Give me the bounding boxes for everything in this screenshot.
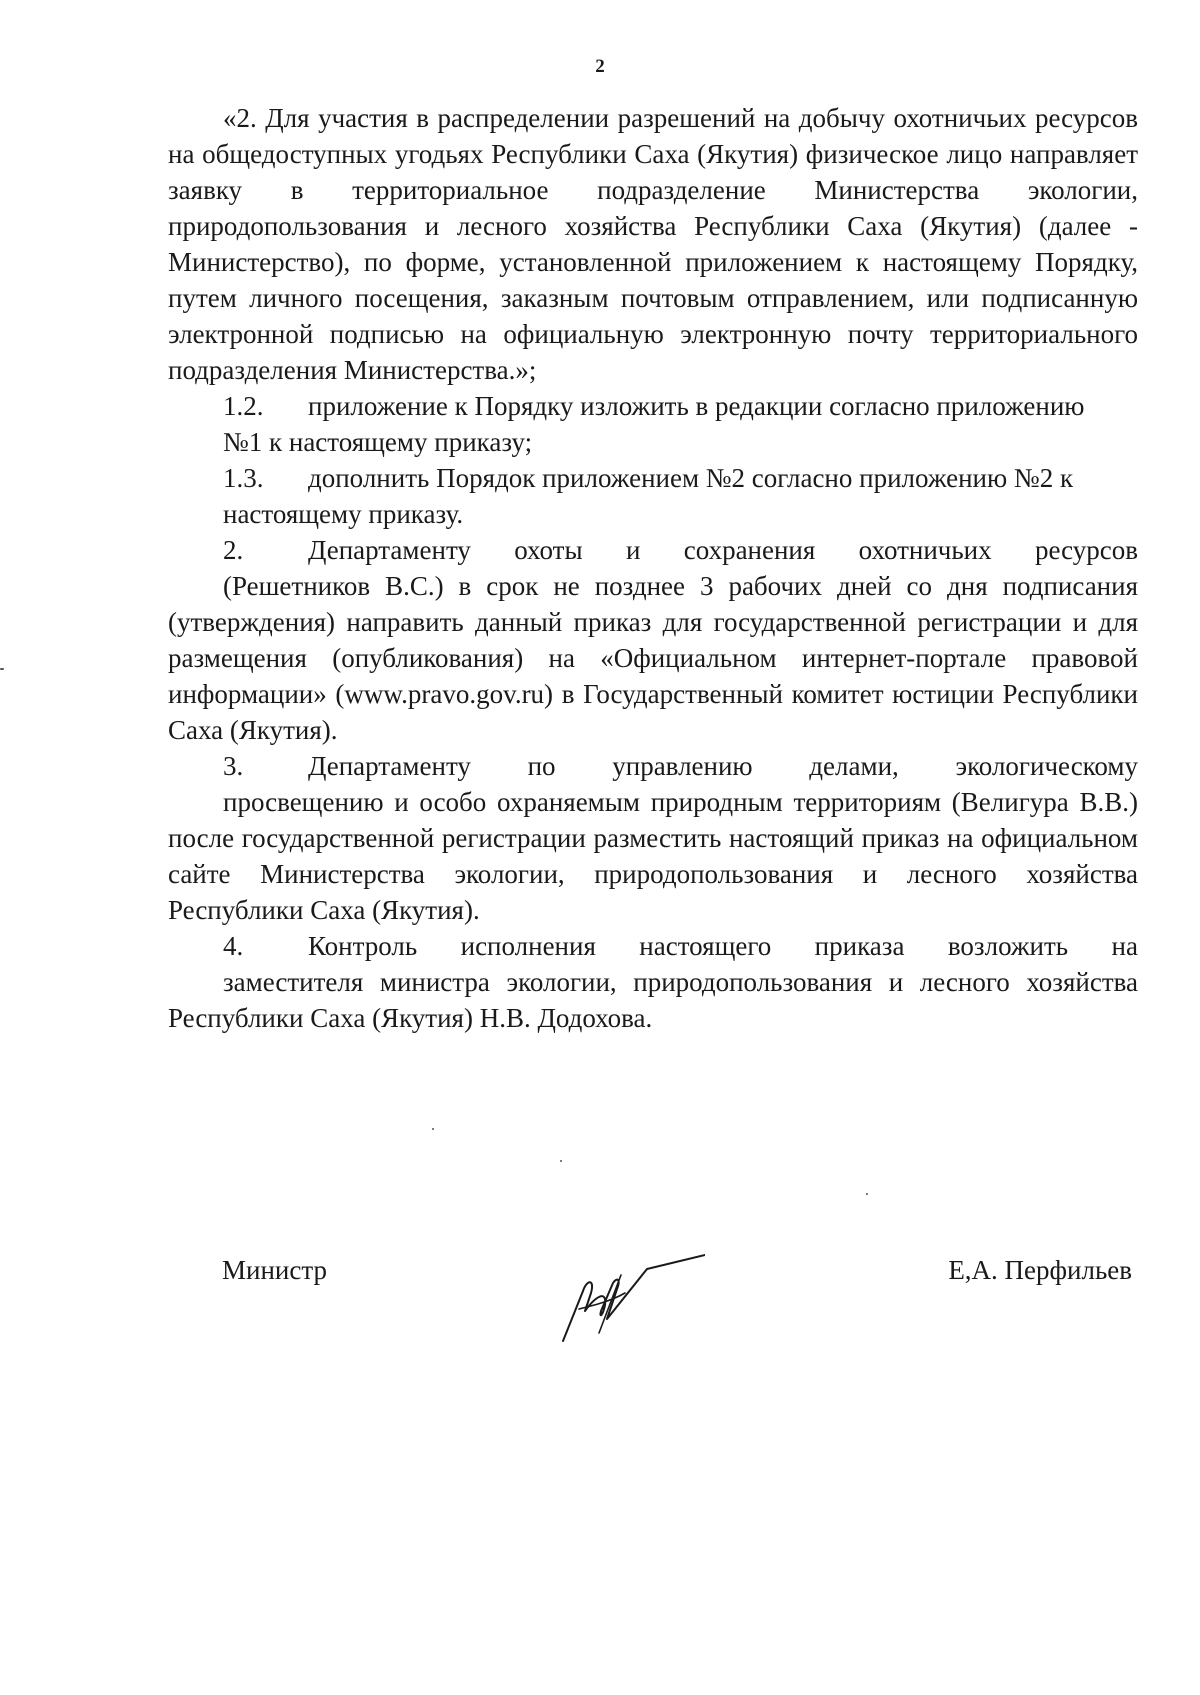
signatory-title: Министр xyxy=(222,1255,327,1285)
item-continuation-text: №1 к настоящему приказу; xyxy=(223,427,533,457)
item-number: 1.3. xyxy=(223,463,264,493)
scan-speck xyxy=(432,1128,434,1130)
document-body xyxy=(168,100,1138,1036)
item-1-3 xyxy=(168,460,1138,532)
item-3 xyxy=(168,748,1138,928)
item-number: 3. xyxy=(223,751,244,781)
item-lead-text: дополнить Порядок приложением №2 согласно приложению №2 к xyxy=(308,463,1074,493)
scan-speck xyxy=(0,668,4,670)
item-number: 2. xyxy=(223,535,244,565)
scan-speck xyxy=(560,1160,562,1162)
item-4 xyxy=(168,928,1138,1036)
item-continuation-text: настоящему приказу. xyxy=(223,499,464,529)
item-2 xyxy=(168,532,1138,748)
item-1-2 xyxy=(168,388,1138,460)
item-continuation-text: просвещению и особо охраняемым природным территориям (Велигура В.В.) после государственной регистрации разместить настоящий приказ на официальном сайте Министерства экологии, природопользования и лесного хозяйства Республики Саха (Якутия). xyxy=(168,787,1138,925)
paragraph-2: «2. Для участия в распределении разрешений на добычу охотничьих ресурсов на общедоступных угодьях Республики Саха (Якутия) физическое лицо направляет заявку в территориальное подразделение Министерства экологии, природопользования и лесного хозяйства Республики Саха (Якутия) (далее - Министерство), по форме, установленной приложением к настоящему Порядку, путем личного посещения, заказным почтовым отправлением, или подписанную электронной подписью на официальную электронную почту территориального подразделения Министерства.»; xyxy=(168,103,1138,385)
signature-block xyxy=(0,1255,1200,1385)
scan-speck xyxy=(866,1193,868,1195)
item-lead-text: Контроль исполнения настоящего приказа возложить на xyxy=(308,931,1138,961)
item-lead-text: Департаменту охоты и сохранения охотничьих ресурсов xyxy=(308,535,1138,565)
handwritten-signature xyxy=(555,1249,705,1349)
item-lead-text: приложение к Порядку изложить в редакции согласно приложению xyxy=(308,391,1085,421)
item-number: 1.2. xyxy=(223,391,264,421)
item-number: 4. xyxy=(223,931,244,961)
item-lead-text: Департаменту по управлению делами, экологическому xyxy=(308,751,1138,781)
item-continuation-text: (Решетников В.С.) в срок не позднее 3 рабочих дней со дня подписания (утверждения) направить данный приказ для государственной регистрации и для размещения (опубликования) на «Официальном интернет-портале правовой информации» (www.pravo.gov.ru) в Государственный комитет юстиции Республики Саха (Якутия). xyxy=(168,571,1138,745)
signatory-name: Е,А. Перфильев xyxy=(948,1255,1132,1285)
page-number: 2 xyxy=(595,56,605,77)
item-continuation-text: заместителя министра экологии, природопользования и лесного хозяйства Республики Саха (Якутия) Н.В. Додохова. xyxy=(168,967,1138,1033)
